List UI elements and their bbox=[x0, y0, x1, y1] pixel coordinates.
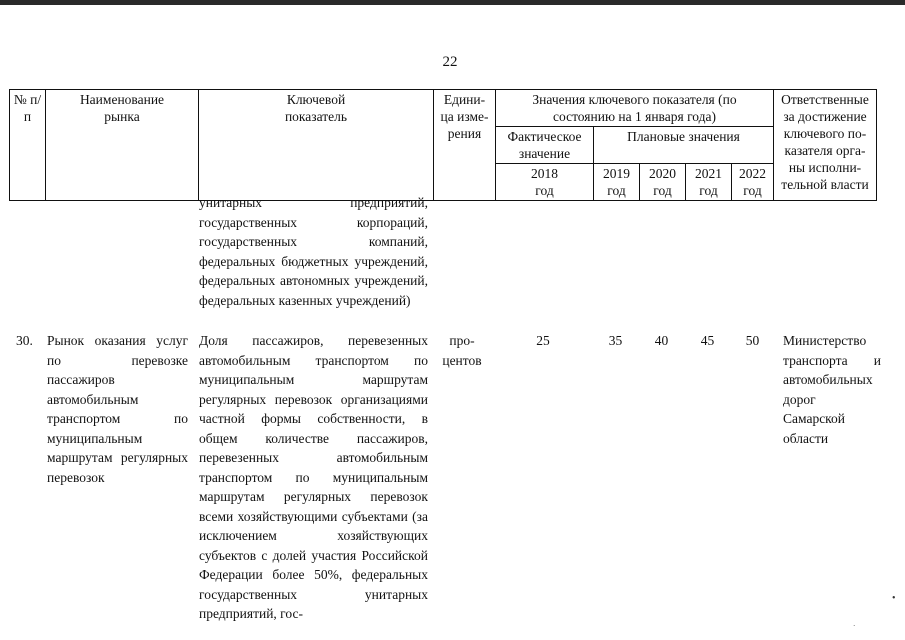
continuation-text: унитарных предприятий, государственных корпораций, государственных компаний, федеральных бюджетных учреждений, федеральных автономных учреждений, федеральных казенных учреждений) bbox=[199, 195, 428, 308]
year-label: 2022 bbox=[739, 166, 766, 181]
header-unit: Едини-ца изме-рения bbox=[434, 90, 496, 201]
value-2021: 45 bbox=[700, 333, 715, 348]
scan-speck: • bbox=[892, 593, 896, 604]
value-2022: 50 bbox=[745, 333, 760, 348]
header-year-2021 bbox=[686, 164, 732, 201]
year-label: 2021 bbox=[695, 166, 722, 181]
header-actual: Фактическое значение bbox=[496, 127, 594, 164]
year-suffix: год bbox=[535, 183, 554, 198]
row-number: 30. bbox=[16, 333, 33, 348]
year-suffix: год bbox=[743, 183, 762, 198]
market-name: Рынок оказания услуг по перевозке пассажиров автомобильным транспортом по муниципальным маршрутам регулярных перевозок bbox=[47, 333, 188, 485]
responsible-authority: Министерство транспорта и автомобильных дорог Самарской области bbox=[783, 333, 881, 446]
value-2018: 25 bbox=[536, 333, 550, 348]
year-label: 2018 bbox=[531, 166, 558, 181]
header-planned: Плановые значения bbox=[594, 127, 774, 164]
header-responsible: Ответственные за достижение ключевого по-казателя орга-ны исполни-тельной власти bbox=[774, 90, 877, 201]
header-year-2020 bbox=[640, 164, 686, 201]
unit-of-measure: про-центов bbox=[442, 333, 482, 368]
header-year-2018 bbox=[496, 164, 594, 201]
key-indicator: Доля пассажиров, перевезенных автомобильным транспортом по муниципальным маршрутам регулярных перевозок организациями частной формы собственности, в общем количестве пассажиров, перевезенных автомобильным транспортом по муниципальным маршрутам регулярных перевозок всеми хозяйствующими субъектами (за исключением хозяйствующих субъектов с долей участия Российской Федерации более 50%, федеральных государственных унитарных предприятий, гос- bbox=[199, 333, 428, 621]
header-values-group: Значения ключевого показателя (по состоянию на 1 января года) bbox=[496, 90, 774, 127]
header-number: № п/п bbox=[10, 90, 46, 201]
scan-speck: · bbox=[853, 622, 856, 630]
year-suffix: год bbox=[607, 183, 626, 198]
page-number: 22 bbox=[442, 54, 458, 70]
table-header bbox=[9, 89, 877, 201]
year-label: 2020 bbox=[649, 166, 676, 181]
value-2019: 35 bbox=[608, 333, 623, 348]
year-label: 2019 bbox=[603, 166, 630, 181]
header-year-2019 bbox=[594, 164, 640, 201]
header-year-2022 bbox=[732, 164, 774, 201]
header-indicator: Ключевой показатель bbox=[199, 90, 434, 201]
year-suffix: год bbox=[699, 183, 718, 198]
header-market: Наименование рынка bbox=[46, 90, 199, 201]
year-suffix: год bbox=[653, 183, 672, 198]
scan-top-edge bbox=[0, 0, 905, 5]
value-2020: 40 bbox=[654, 333, 669, 348]
